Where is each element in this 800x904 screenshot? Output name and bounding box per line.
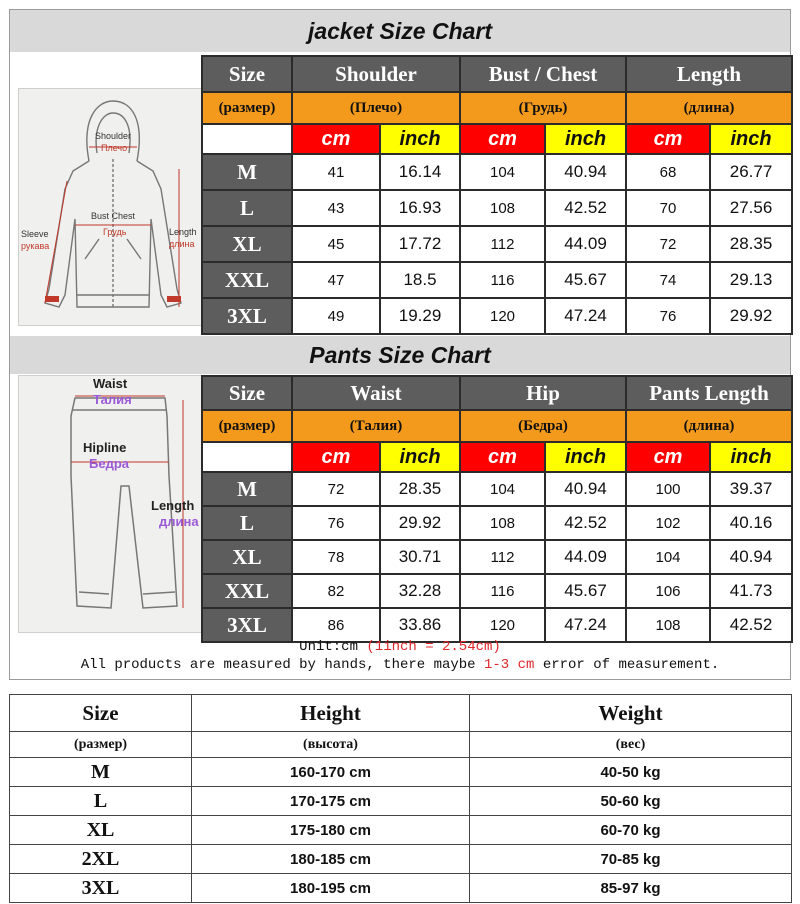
pants-value-cell: 29.92 xyxy=(380,506,460,540)
hw-height-cell: 175-180 cm xyxy=(192,816,470,845)
bust-ru-label: Грудь xyxy=(103,227,127,237)
pants-value-cell: 104 xyxy=(626,540,710,574)
unit-label: Unit:cm xyxy=(299,639,358,655)
jacket-ru-size: (размер) xyxy=(202,92,292,124)
jacket-value-cell: 70 xyxy=(626,190,710,226)
pants-value-cell: 41.73 xyxy=(710,574,792,608)
hw-weight-cell: 70-85 kg xyxy=(470,845,792,874)
sleeve-label: Sleeve xyxy=(21,229,49,239)
jacket-illustration xyxy=(18,88,204,326)
hw-weight-cell: 50-60 kg xyxy=(470,787,792,816)
hw-height-cell: 170-175 cm xyxy=(192,787,470,816)
pants-size-cell: M xyxy=(202,472,292,506)
pants-length-label: Length xyxy=(151,498,195,513)
hw-size-cell: L xyxy=(10,787,192,816)
jacket-unit-cm: cm xyxy=(292,124,380,154)
jacket-unit-row xyxy=(202,124,792,154)
hw-russian-row xyxy=(10,732,792,758)
hw-height-cell: 180-185 cm xyxy=(192,845,470,874)
hw-height-cell: 160-170 cm xyxy=(192,758,470,787)
shoulder-label: Shoulder xyxy=(95,131,132,141)
pants-value-cell: 42.52 xyxy=(545,506,626,540)
pants-value-cell: 40.94 xyxy=(545,472,626,506)
measurement-error-range: 1-3 cm xyxy=(484,657,535,673)
jacket-row xyxy=(202,226,792,262)
hw-ru-size: (размер) xyxy=(10,732,192,758)
hipline-label: Hipline xyxy=(83,440,127,455)
jacket-value-cell: 28.35 xyxy=(710,226,792,262)
measurement-note xyxy=(10,657,790,673)
hw-size-cell: 2XL xyxy=(10,845,192,874)
jacket-value-cell: 108 xyxy=(460,190,545,226)
pants-unit-blank xyxy=(202,442,292,472)
pants-value-cell: 116 xyxy=(460,574,545,608)
pants-illustration xyxy=(18,375,204,633)
pants-size-table xyxy=(201,375,793,643)
pants-unit-cm: cm xyxy=(460,442,545,472)
jacket-value-cell: 42.52 xyxy=(545,190,626,226)
pants-row xyxy=(202,506,792,540)
measurement-note-suffix: error of measurement. xyxy=(542,657,720,673)
hipline-ru-label: Бедра xyxy=(89,456,129,471)
jacket-row xyxy=(202,262,792,298)
pants-value-cell: 40.16 xyxy=(710,506,792,540)
hw-height-cell: 180-195 cm xyxy=(192,874,470,903)
hw-header-height: Height xyxy=(192,695,470,732)
hw-weight-cell: 40-50 kg xyxy=(470,758,792,787)
hw-weight-cell: 85-97 kg xyxy=(470,874,792,903)
jacket-header-size: Size xyxy=(202,56,292,92)
jacket-unit-inch: inch xyxy=(545,124,626,154)
pants-ru-length: (длина) xyxy=(626,410,792,442)
jacket-value-cell: 16.14 xyxy=(380,154,460,190)
pants-value-cell: 104 xyxy=(460,472,545,506)
jacket-value-cell: 18.5 xyxy=(380,262,460,298)
pants-value-cell: 33.86 xyxy=(380,608,460,642)
pants-size-cell: XL xyxy=(202,540,292,574)
pants-unit-cm: cm xyxy=(292,442,380,472)
unit-note xyxy=(10,639,790,655)
hw-ru-weight: (вес) xyxy=(470,732,792,758)
jacket-value-cell: 47 xyxy=(292,262,380,298)
measurement-note-prefix: All products are measured by hands, there maybe xyxy=(80,657,476,673)
pants-value-cell: 102 xyxy=(626,506,710,540)
pants-size-cell: XXL xyxy=(202,574,292,608)
jacket-value-cell: 104 xyxy=(460,154,545,190)
pants-unit-row xyxy=(202,442,792,472)
pants-header-size: Size xyxy=(202,376,292,410)
size-chart-panel xyxy=(9,9,791,680)
bust-label: Bust Chest xyxy=(91,211,136,221)
hw-size-cell: M xyxy=(10,758,192,787)
pants-header-hip: Hip xyxy=(460,376,626,410)
pants-unit-inch: inch xyxy=(545,442,626,472)
hw-row xyxy=(10,758,792,787)
jacket-value-cell: 43 xyxy=(292,190,380,226)
hw-row xyxy=(10,816,792,845)
pants-row xyxy=(202,608,792,642)
jacket-value-cell: 29.13 xyxy=(710,262,792,298)
hw-weight-cell: 60-70 kg xyxy=(470,816,792,845)
pants-value-cell: 100 xyxy=(626,472,710,506)
pants-row xyxy=(202,472,792,506)
jacket-ru-shoulder: (Плечо) xyxy=(292,92,460,124)
jacket-header-shoulder: Shoulder xyxy=(292,56,460,92)
jacket-value-cell: 45.67 xyxy=(545,262,626,298)
jacket-value-cell: 116 xyxy=(460,262,545,298)
jacket-value-cell: 47.24 xyxy=(545,298,626,334)
waist-label: Waist xyxy=(93,376,128,391)
length-label: Length xyxy=(169,227,197,237)
jacket-header-length: Length xyxy=(626,56,792,92)
hw-size-cell: 3XL xyxy=(10,874,192,903)
jacket-value-cell: 29.92 xyxy=(710,298,792,334)
pants-value-cell: 30.71 xyxy=(380,540,460,574)
pants-value-cell: 44.09 xyxy=(545,540,626,574)
jacket-size-cell: XL xyxy=(202,226,292,262)
pants-value-cell: 39.37 xyxy=(710,472,792,506)
pants-value-cell: 32.28 xyxy=(380,574,460,608)
pants-russian-row xyxy=(202,410,792,442)
pants-value-cell: 40.94 xyxy=(710,540,792,574)
jacket-chart-title: jacket Size Chart xyxy=(10,10,790,52)
jacket-row xyxy=(202,190,792,226)
jacket-unit-inch: inch xyxy=(380,124,460,154)
pants-value-cell: 86 xyxy=(292,608,380,642)
pants-value-cell: 28.35 xyxy=(380,472,460,506)
hw-ru-height: (высота) xyxy=(192,732,470,758)
pants-value-cell: 106 xyxy=(626,574,710,608)
jacket-size-table xyxy=(201,55,793,335)
hw-header-row xyxy=(10,695,792,732)
hw-header-size: Size xyxy=(10,695,192,732)
pants-header-length: Pants Length xyxy=(626,376,792,410)
pants-value-cell: 42.52 xyxy=(710,608,792,642)
pants-value-cell: 78 xyxy=(292,540,380,574)
pants-value-cell: 108 xyxy=(460,506,545,540)
pants-value-cell: 45.67 xyxy=(545,574,626,608)
jacket-value-cell: 68 xyxy=(626,154,710,190)
jacket-unit-blank xyxy=(202,124,292,154)
pants-drawing xyxy=(19,376,203,632)
hw-header-weight: Weight xyxy=(470,695,792,732)
pants-value-cell: 47.24 xyxy=(545,608,626,642)
pants-header-row xyxy=(202,376,792,410)
jacket-row xyxy=(202,298,792,334)
pants-size-cell: L xyxy=(202,506,292,540)
jacket-size-cell: L xyxy=(202,190,292,226)
pants-value-cell: 112 xyxy=(460,540,545,574)
pants-ru-size: (размер) xyxy=(202,410,292,442)
jacket-value-cell: 44.09 xyxy=(545,226,626,262)
jacket-unit-inch: inch xyxy=(710,124,792,154)
jacket-header-row xyxy=(202,56,792,92)
unit-conversion: (1inch = 2.54cm) xyxy=(366,639,501,655)
hw-row xyxy=(10,787,792,816)
jacket-value-cell: 26.77 xyxy=(710,154,792,190)
pants-value-cell: 108 xyxy=(626,608,710,642)
pants-row xyxy=(202,574,792,608)
pants-unit-inch: inch xyxy=(710,442,792,472)
hw-row xyxy=(10,874,792,903)
hw-size-cell: XL xyxy=(10,816,192,845)
pants-size-cell: 3XL xyxy=(202,608,292,642)
jacket-ru-length: (длина) xyxy=(626,92,792,124)
jacket-value-cell: 41 xyxy=(292,154,380,190)
pants-unit-cm: cm xyxy=(626,442,710,472)
jacket-value-cell: 27.56 xyxy=(710,190,792,226)
pants-ru-hip: (Бедра) xyxy=(460,410,626,442)
pants-row xyxy=(202,540,792,574)
length-ru-label: длина xyxy=(169,239,195,249)
pants-value-cell: 120 xyxy=(460,608,545,642)
jacket-value-cell: 17.72 xyxy=(380,226,460,262)
pants-length-ru-label: длина xyxy=(159,514,199,529)
jacket-value-cell: 49 xyxy=(292,298,380,334)
pants-value-cell: 76 xyxy=(292,506,380,540)
shoulder-ru-label: Плечо xyxy=(101,143,128,153)
pants-value-cell: 82 xyxy=(292,574,380,608)
pants-ru-waist: (Талия) xyxy=(292,410,460,442)
jacket-russian-row xyxy=(202,92,792,124)
jacket-unit-cm: cm xyxy=(460,124,545,154)
pants-header-waist: Waist xyxy=(292,376,460,410)
jacket-size-cell: 3XL xyxy=(202,298,292,334)
hw-row xyxy=(10,845,792,874)
hoodie-drawing xyxy=(19,89,203,325)
jacket-value-cell: 120 xyxy=(460,298,545,334)
jacket-value-cell: 72 xyxy=(626,226,710,262)
jacket-header-bust: Bust / Chest xyxy=(460,56,626,92)
jacket-value-cell: 19.29 xyxy=(380,298,460,334)
height-weight-table xyxy=(9,694,792,903)
jacket-value-cell: 45 xyxy=(292,226,380,262)
waist-ru-label: Талия xyxy=(93,392,132,407)
jacket-value-cell: 16.93 xyxy=(380,190,460,226)
jacket-value-cell: 40.94 xyxy=(545,154,626,190)
jacket-ru-bust: (Грудь) xyxy=(460,92,626,124)
jacket-size-cell: M xyxy=(202,154,292,190)
pants-value-cell: 72 xyxy=(292,472,380,506)
jacket-unit-cm: cm xyxy=(626,124,710,154)
sleeve-ru-label: рукава xyxy=(21,241,50,251)
jacket-value-cell: 112 xyxy=(460,226,545,262)
jacket-value-cell: 76 xyxy=(626,298,710,334)
pants-unit-inch: inch xyxy=(380,442,460,472)
pants-chart-title: Pants Size Chart xyxy=(10,336,790,374)
jacket-row xyxy=(202,154,792,190)
jacket-value-cell: 74 xyxy=(626,262,710,298)
jacket-size-cell: XXL xyxy=(202,262,292,298)
